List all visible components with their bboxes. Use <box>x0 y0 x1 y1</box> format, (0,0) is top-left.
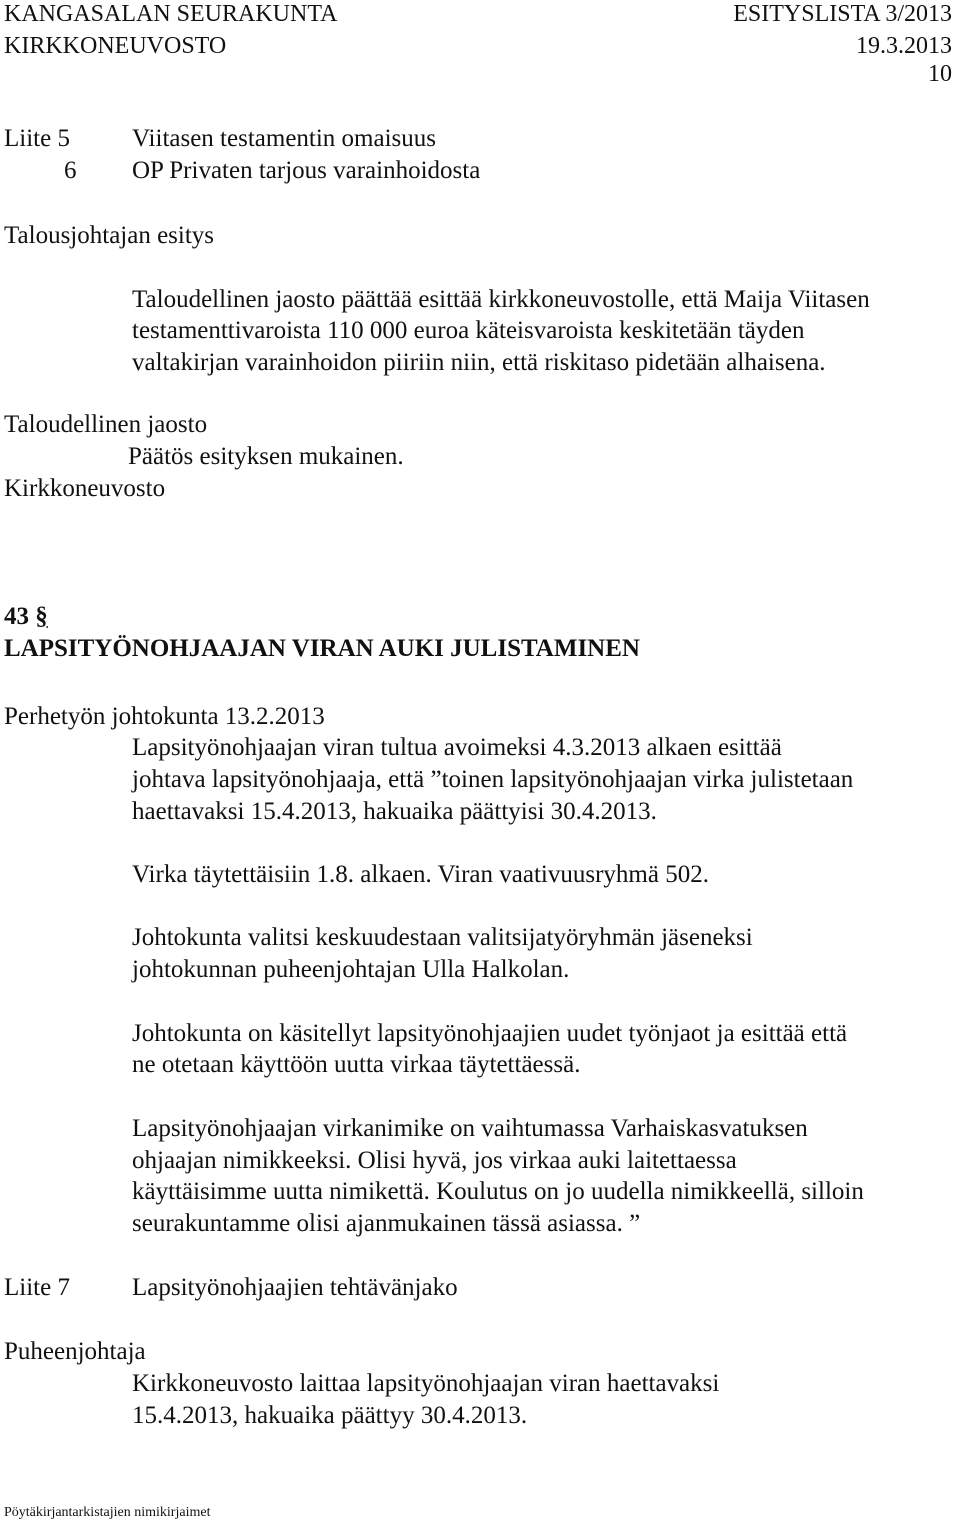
attachment-label: 6 <box>64 157 77 184</box>
section-heading: Perhetyön johtokunta 13.2.2013 <box>4 703 325 730</box>
footer-initials-label: Pöytäkirjantarkistajien nimikirjaimet <box>4 1505 211 1520</box>
paragraph-line: Johtokunta on käsitellyt lapsityönohjaajien uudet työnjaot ja esittää että <box>132 1020 848 1047</box>
paragraph-line: Johtokunta valitsi keskuudestaan valitsijatyöryhmän jäseneksi <box>132 924 753 951</box>
section-heading: Taloudellinen jaosto <box>4 411 208 438</box>
header-doc: ESITYSLISTA 3/2013 <box>733 1 952 27</box>
paragraph-line: ne otetaan käyttöön uutta virkaa täytettäessä. <box>132 1051 581 1078</box>
decision-text: Päätös esityksen mukainen. <box>128 443 404 470</box>
page-number: 10 <box>928 61 952 87</box>
paragraph-line: testamenttivaroista 110 000 euroa käteisvaroista keskitetään täyden <box>132 317 805 344</box>
paragraph-line: valtakirjan varainhoidon piiriin niin, että riskitaso pidetään alhaisena. <box>132 349 826 376</box>
paragraph-line: johtava lapsityönohjaaja, että ”toinen lapsityönohjaajan virka julistetaan <box>132 766 854 793</box>
section-symbol: § <box>35 603 48 630</box>
section-heading: Puheenjohtaja <box>4 1338 146 1365</box>
header-body: KIRKKONEUVOSTO <box>4 33 227 59</box>
attachment-label: Liite 7 <box>4 1274 70 1301</box>
section-heading: Kirkkoneuvosto <box>4 475 166 502</box>
paragraph-line: seurakuntamme olisi ajanmukainen tässä asiassa. ” <box>132 1210 641 1237</box>
section-heading: Talousjohtajan esitys <box>4 222 215 249</box>
paragraph-line: haettavaksi 15.4.2013, hakuaika päättyisi 30.4.2013. <box>132 798 657 825</box>
attachment-label: Liite 5 <box>4 125 70 152</box>
section-number <box>4 601 48 633</box>
paragraph-line: Lapsityönohjaajan virkanimike on vaihtumassa Varhaiskasvatuksen <box>132 1115 808 1142</box>
paragraph-line: Kirkkoneuvosto laittaa lapsityönohjaajan viran haettavaksi <box>132 1370 720 1397</box>
section-number-value: 43 <box>4 603 29 630</box>
header-org: KANGASALAN SEURAKUNTA <box>4 1 338 27</box>
paragraph-line: Lapsityönohjaajan viran tultua avoimeksi 4.3.2013 alkaen esittää <box>132 734 782 761</box>
paragraph-line: käyttäisimme uutta nimikettä. Koulutus on jo uudella nimikkeellä, silloin <box>132 1178 864 1205</box>
attachment-text: OP Privaten tarjous varainhoidosta <box>132 157 481 184</box>
paragraph-line: johtokunnan puheenjohtajan Ulla Halkolan. <box>132 956 570 983</box>
attachment-text: Lapsityönohjaajien tehtävänjako <box>132 1274 458 1301</box>
section-title: LAPSITYÖNOHJAAJAN VIRAN AUKI JULISTAMINEN <box>4 635 640 662</box>
paragraph-line: ohjaajan nimikkeeksi. Olisi hyvä, jos virkaa auki laitettaessa <box>132 1147 737 1174</box>
header-date: 19.3.2013 <box>856 33 952 59</box>
paragraph-line: Virka täytettäisiin 1.8. alkaen. Viran vaativuusryhmä 502. <box>132 861 709 888</box>
attachment-text: Viitasen testamentin omaisuus <box>132 125 437 152</box>
paragraph-line: Taloudellinen jaosto päättää esittää kirkkoneuvostolle, että Maija Viitasen <box>132 286 870 313</box>
paragraph-line: 15.4.2013, hakuaika päättyy 30.4.2013. <box>132 1402 528 1429</box>
